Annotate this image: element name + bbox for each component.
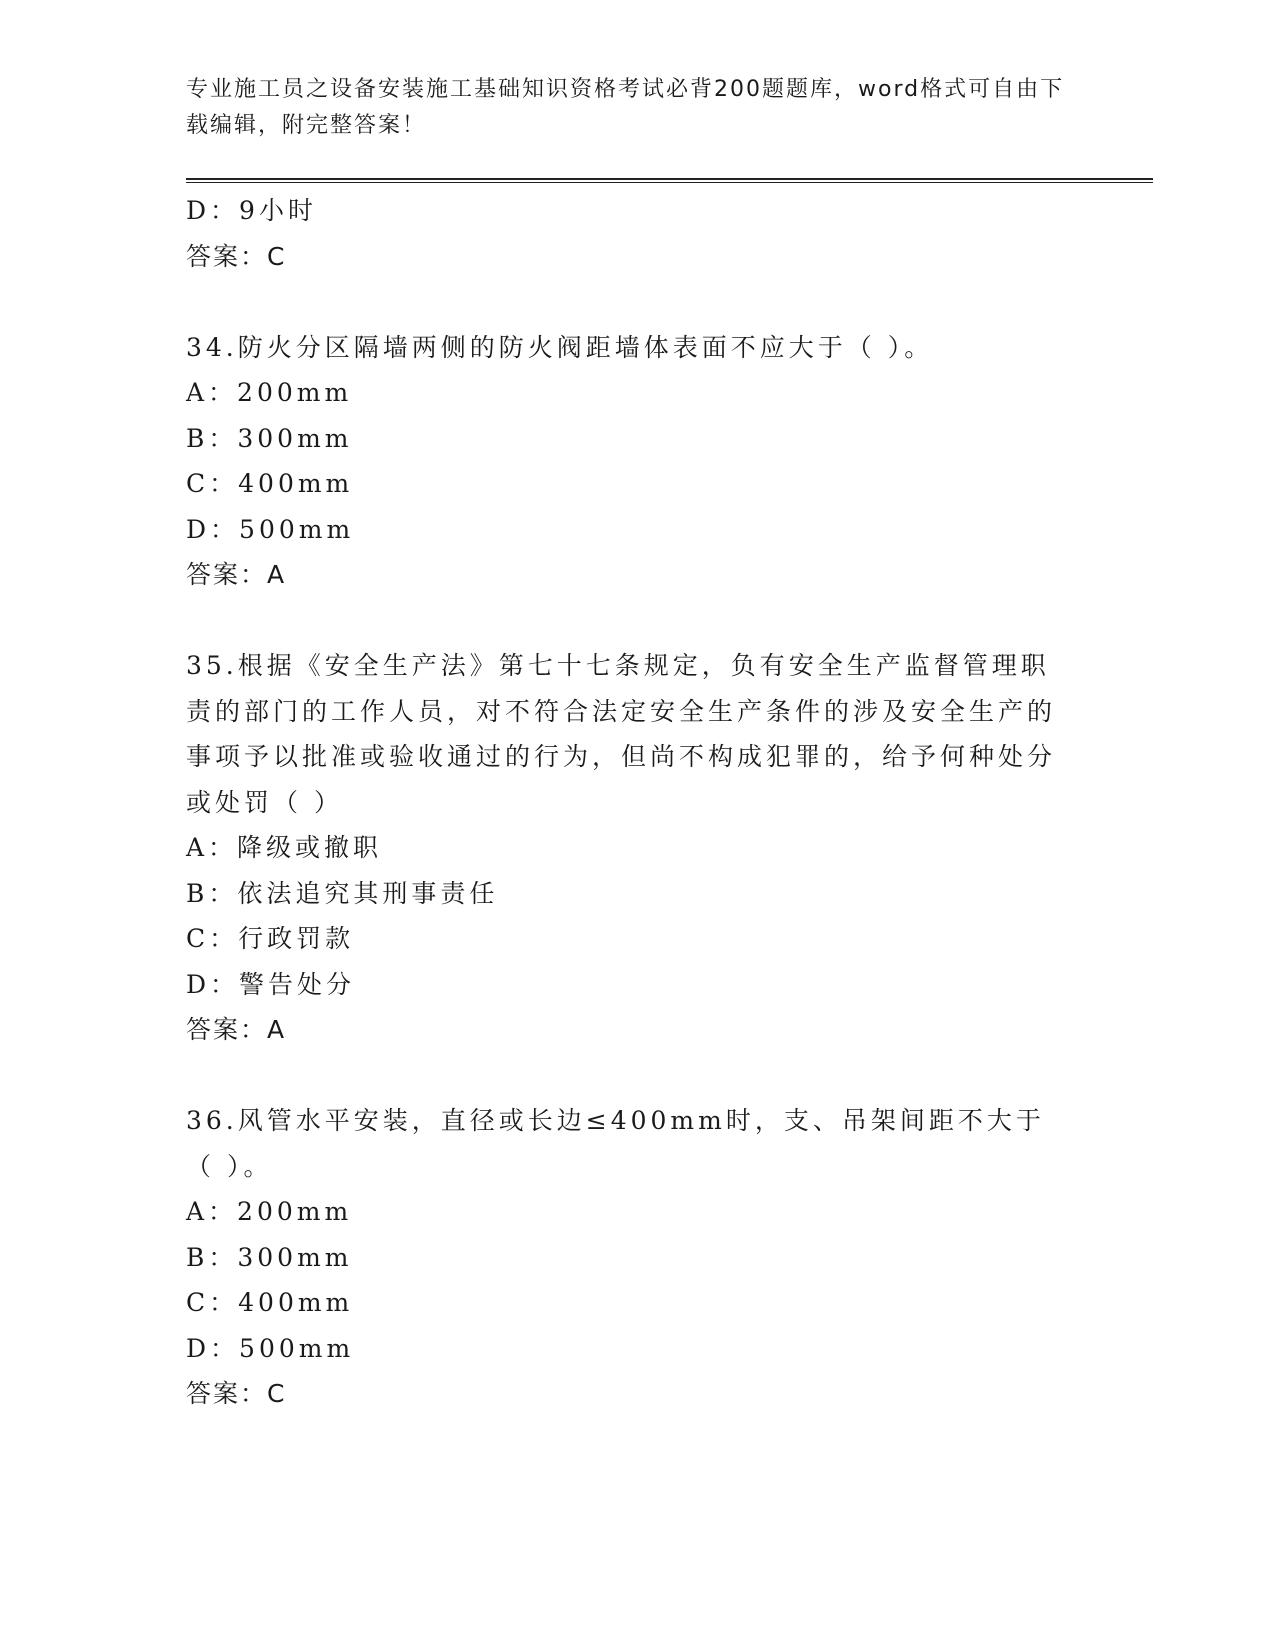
question-36-option-d: D：500mm [186,1333,355,1363]
question-34-option-d: D：500mm [186,514,355,544]
question-35-option-b: B：依法追究其刑事责任 [186,878,499,908]
question-35-option-d: D：警告处分 [186,969,356,999]
question-35-option-a: A：降级或撤职 [186,833,383,862]
header-rule-thin [186,182,1153,183]
spacer [186,1053,1086,1099]
spacer [186,279,1086,325]
question-35-option-c: C：行政罚款 [186,924,355,953]
question-34-option-c: C：400mm [186,469,354,498]
question-35-stem: 35.根据《安全生产法》第七十七条规定，负有安全生产监督管理职责的部门的工作人员，对不符合法定安全生产条件的涉及安全生产的事项予以批准或验收通过的行为，但尚不构成犯罪的，给予何种处分或处罚（ ） [186,651,1057,817]
header-rule-thick [186,178,1153,180]
document-header: 专业施工员之设备安装施工基础知识资格考试必背200题题库，word格式可自由下载编辑，附完整答案！ [186,77,1065,138]
question-34-answer: 答案：A [186,560,287,589]
prev-answer: 答案：C [186,241,287,271]
question-content [186,188,1086,1417]
question-34-option-b: B：300mm [186,423,353,453]
prev-option-d: D：9小时 [186,196,317,225]
spacer [186,598,1086,644]
question-36-option-c: C：400mm [186,1288,354,1317]
question-34-option-a: A：200mm [186,378,353,407]
question-36-stem: 36.风管水平安装，直径或长边≤400mm时，支、吊架间距不大于（ ）。 [186,1106,1045,1181]
question-35-answer: 答案：A [186,1015,287,1044]
question-34-stem: 34.防火分区隔墙两侧的防火阀距墙体表面不应大于（ ）。 [186,332,934,362]
question-36-answer: 答案：C [186,1379,287,1408]
question-36-option-b: B：300mm [186,1242,353,1272]
question-36-option-a: A：200mm [186,1197,353,1226]
